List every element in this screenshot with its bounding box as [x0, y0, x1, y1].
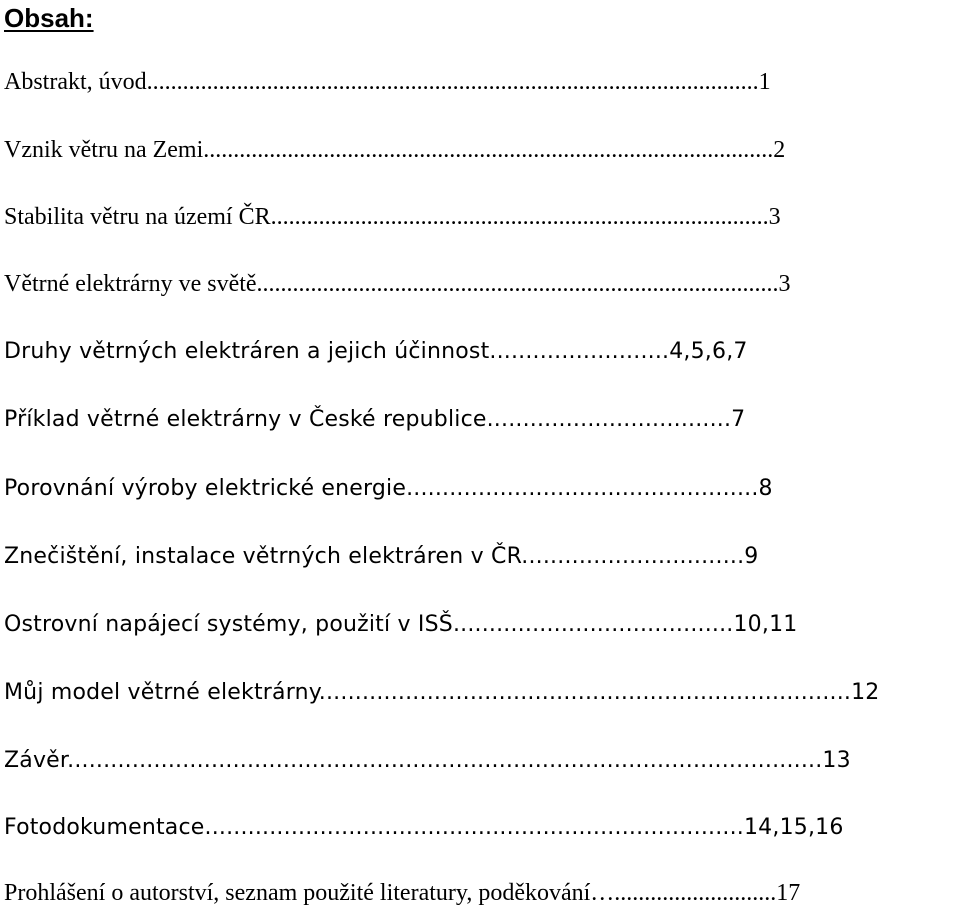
toc-entry: Ostrovní napájecí systémy, použití v ISŠ.......................................10,11: [4, 612, 798, 637]
toc-entry: Příklad větrné elektrárny v České republice..................................7: [4, 407, 746, 432]
toc-entry: Znečištění, instalace větrných elektráren v ČR...............................9: [4, 544, 759, 569]
toc-entry: Závěr.........................................................................................................13: [4, 748, 851, 773]
toc-entry: Porovnání výroby elektrické energie.................................................8: [4, 476, 773, 501]
toc-entry: Fotodokumentace...........................................................................14,15,16: [4, 815, 844, 840]
toc-entry: Vznik větru na Zemi...............................................................................................2: [4, 137, 786, 163]
toc-heading: Obsah:: [4, 3, 94, 33]
toc-entry: Větrné elektrárny ve světě.......................................................................................3: [4, 271, 791, 297]
toc-entry: Můj model větrné elektrárny..........................................................................12: [4, 680, 880, 705]
toc-entry: Abstrakt, úvod......................................................................................................1: [4, 69, 771, 95]
toc-entry: Stabilita větru na území ČR...................................................................................3: [4, 204, 781, 230]
toc-entry: Prohlášení o autorství, seznam použité literatury, poděkování…...........................17: [4, 880, 801, 906]
toc-entry: Druhy větrných elektráren a jejich účinnost.........................4,5,6,7: [4, 339, 748, 364]
